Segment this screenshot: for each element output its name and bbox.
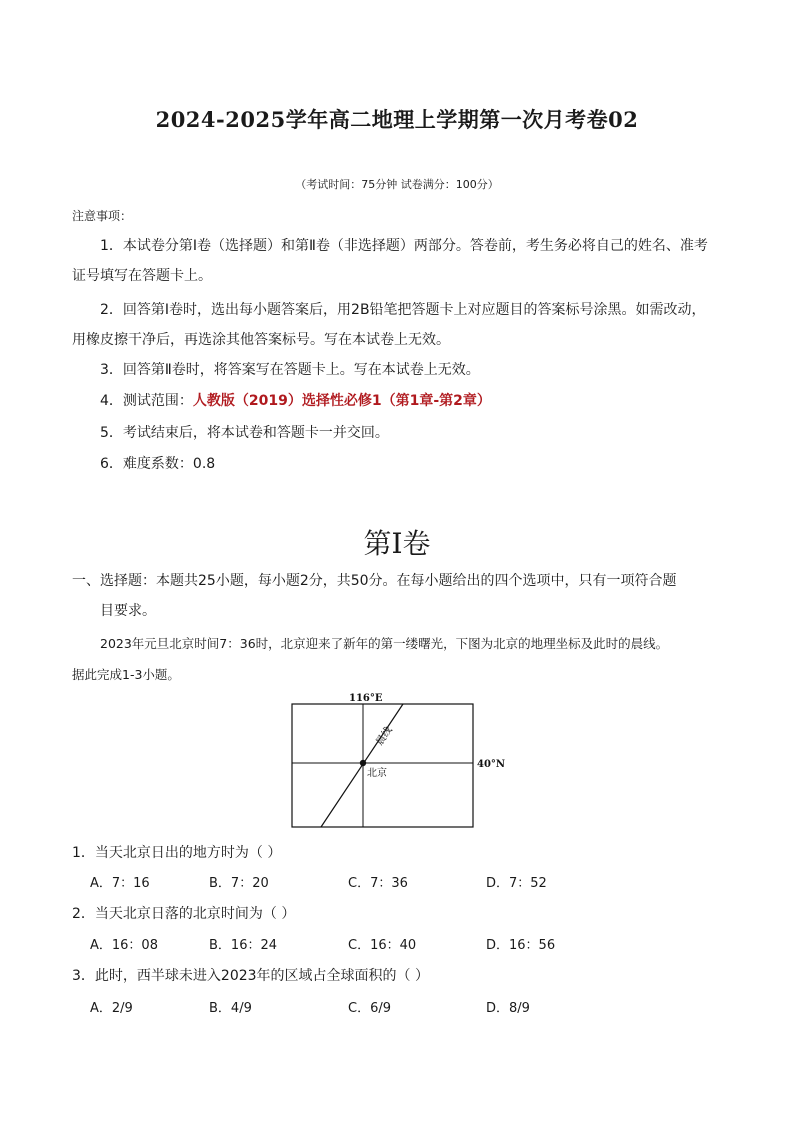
notice-item-3: [72, 355, 732, 385]
map-frame: [292, 704, 473, 827]
option-a: A．2/9: [90, 1001, 133, 1016]
intro-line: 据此完成1-3小题。: [72, 667, 180, 682]
option-b: B．16：24: [209, 938, 278, 953]
latitude-label: 40°N: [477, 759, 506, 770]
option-d: D．16：56: [486, 938, 556, 953]
section-title: 第Ⅰ卷: [363, 527, 431, 560]
notice-heading: 注意事项：: [72, 209, 133, 223]
exam-meta: （考试时间：75分钟 试卷满分：100分）: [295, 178, 499, 191]
option-c: C．6/9: [348, 1001, 391, 1016]
part-heading-line: 目要求。: [100, 603, 156, 619]
longitude-label: 116°E: [349, 693, 383, 704]
option-c: C．7：36: [348, 876, 408, 891]
notice-item-6: [72, 449, 732, 479]
option-d: D．7：52: [486, 876, 547, 891]
notice-line: 1．本试卷分第Ⅰ卷（选择题）和第Ⅱ卷（非选择题）两部分。答卷前，考生务必将自己的姓名、准考: [100, 238, 708, 254]
notice-line: 3．回答第Ⅱ卷时，将答案写在答题卡上。写在本试卷上无效。: [100, 362, 480, 378]
notice-prefix: 4．测试范围：: [100, 393, 193, 409]
option-a: A．16：08: [90, 938, 158, 953]
option-b: B．4/9: [209, 1001, 252, 1016]
option-a: A．7：16: [90, 876, 150, 891]
notice-line: 用橡皮擦干净后，再选涂其他答案标号。写在本试卷上无效。: [72, 332, 450, 348]
option-d: D．8/9: [486, 1001, 530, 1016]
notice-line: 2．回答第Ⅰ卷时，选出每小题答案后，用2B铅笔把答题卡上对应题目的答案标号涂黑。如需改动，: [100, 302, 706, 318]
notice-line: 6．难度系数：0.8: [100, 456, 216, 472]
terminator-label: 晨线: [374, 724, 395, 748]
option-c: C．16：40: [348, 938, 417, 953]
question-intro: [72, 628, 732, 690]
beijing-terminator-figure: [285, 690, 515, 830]
notice-line: [72, 386, 732, 416]
question-2-stem: 2．当天北京日落的北京时间为（ ）: [72, 906, 296, 922]
terminator-diagram: [285, 690, 515, 830]
notice-item-5: [72, 418, 732, 448]
part-heading-line: 一、选择题：本题共25小题，每小题2分，共50分。在每小题给出的四个选项中，只有一项符合题: [72, 573, 677, 589]
notice-line: 5．考试结束后，将本试卷和答题卡一并交回。: [100, 425, 389, 441]
notice-item-1: [72, 231, 732, 291]
notice-line: 证号填写在答题卡上。: [72, 268, 212, 284]
test-scope-highlight: 人教版（2019）选择性必修1（第1章-第2章）: [192, 393, 491, 409]
notice-item-4: [72, 386, 732, 416]
city-label: 北京: [367, 768, 387, 779]
beijing-point: [360, 760, 366, 766]
notice-item-2: [72, 295, 732, 355]
intro-line: 2023年元旦北京时间7：36时，北京迎来了新年的第一缕曙光，下图为北京的地理坐标及此时的晨线。: [100, 636, 669, 651]
question-1-stem: 1．当天北京日出的地方时为（ ）: [72, 845, 282, 861]
option-b: B．7：20: [209, 876, 269, 891]
question-3-stem: 3．此时，西半球未进入2023年的区域占全球面积的（ ）: [72, 968, 429, 984]
part-heading: [72, 566, 732, 626]
exam-title: 2024-2025学年高二地理上学期第一次月考卷02: [155, 107, 639, 132]
